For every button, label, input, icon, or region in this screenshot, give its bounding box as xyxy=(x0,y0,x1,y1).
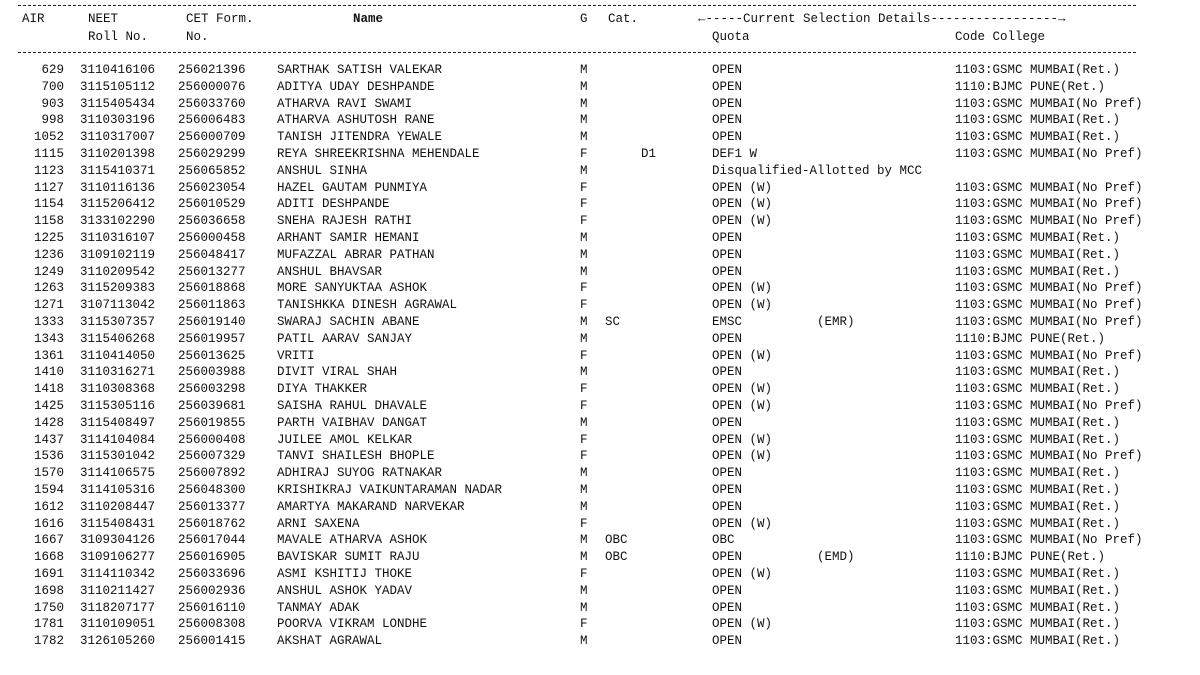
header-current-selection: ←-----Current Selection Details-----------------→ xyxy=(698,12,1066,26)
cell-name: SAISHA RAHUL DHAVALE xyxy=(277,399,428,413)
cell-air: 1271 xyxy=(33,298,64,313)
cell-name: TANVI SHAILESH BHOPLE xyxy=(277,449,435,464)
cell-cet-form-no: 256016110 xyxy=(178,600,246,615)
cell-name: BAVISKAR SUMIT RAJU xyxy=(277,550,420,565)
cell-name: JUILEE AMOL KELKAR xyxy=(277,432,413,447)
cell-gender: M xyxy=(580,163,588,178)
cell-cet-form-no: 256007892 xyxy=(178,466,246,481)
cell-quota: OPEN xyxy=(712,331,743,346)
cell-name: ARNI SAXENA xyxy=(277,516,360,531)
cell-cet-form-no: 256013377 xyxy=(178,499,246,514)
cell-gender: M xyxy=(580,79,588,94)
table-row xyxy=(0,112,1200,129)
table-row xyxy=(0,314,1200,331)
cell-name: POORVA VIKRAM LONDHE xyxy=(277,617,428,632)
cell-neet-roll-no: 3110316271 xyxy=(80,365,156,380)
table-row xyxy=(0,79,1200,96)
cell-name: TANISHKKA DINESH AGRAWAL xyxy=(277,298,458,313)
cell-code-college: 1103:GSMC MUMBAI(Ret.) xyxy=(955,634,1121,649)
header-name: Name xyxy=(353,12,384,26)
cell-neet-roll-no: 3110316107 xyxy=(80,231,156,245)
cell-air: 1333 xyxy=(33,315,64,329)
cell-cet-form-no: 256033760 xyxy=(178,96,246,111)
cell-code-college: 1103:GSMC MUMBAI(Ret.) xyxy=(955,382,1121,397)
cell-code-college: 1103:GSMC MUMBAI(No Pref) xyxy=(955,348,1143,363)
cell-quota: OPEN (W) xyxy=(712,382,773,397)
cell-neet-roll-no: 3110209542 xyxy=(80,264,156,279)
cell-code-college: 1103:GSMC MUMBAI(Ret.) xyxy=(955,365,1121,380)
cell-gender: M xyxy=(580,264,588,279)
cell-code-college: 1103:GSMC MUMBAI(Ret.) xyxy=(955,466,1121,481)
cell-quota: OPEN xyxy=(712,79,743,94)
cell-neet-roll-no: 3115410371 xyxy=(80,163,156,178)
cell-quota: OPEN xyxy=(712,600,743,615)
cell-air: 1418 xyxy=(33,382,64,397)
cell-gender: M xyxy=(580,231,588,245)
table-row xyxy=(0,398,1200,415)
cell-name: MUFAZZAL ABRAR PATHAN xyxy=(277,247,435,262)
cell-quota: OPEN xyxy=(712,550,743,565)
cell-code-college: 1103:GSMC MUMBAI(Ret.) xyxy=(955,113,1121,128)
cell-neet-roll-no: 3110109051 xyxy=(80,617,156,632)
cell-gender: M xyxy=(580,533,588,548)
cell-neet-roll-no: 3110201398 xyxy=(80,147,156,161)
cell-code-college: 1103:GSMC MUMBAI(Ret.) xyxy=(955,63,1121,77)
cell-cet-form-no: 256003298 xyxy=(178,382,246,397)
cell-neet-roll-no: 3115105112 xyxy=(80,79,156,94)
cell-name: MAVALE ATHARVA ASHOK xyxy=(277,533,428,548)
cell-name: AMARTYA MAKARAND NARVEKAR xyxy=(277,499,465,514)
table-row xyxy=(0,230,1200,247)
cell-air: 1781 xyxy=(33,617,64,632)
cell-air: 1410 xyxy=(33,365,64,380)
cell-code-college: 1103:GSMC MUMBAI(No Pref) xyxy=(955,298,1143,313)
cell-category: SC xyxy=(605,315,621,329)
cell-quota: OPEN xyxy=(712,113,743,128)
cell-quota: OPEN (W) xyxy=(712,180,773,195)
cell-code-college: 1103:GSMC MUMBAI(No Pref) xyxy=(955,180,1143,195)
cell-air: 1691 xyxy=(33,567,64,581)
cell-code-college: 1103:GSMC MUMBAI(No Pref) xyxy=(955,281,1143,296)
cell-sub-category: D1 xyxy=(641,147,657,161)
cell-gender: F xyxy=(580,399,588,413)
cell-air: 1361 xyxy=(33,348,64,363)
cell-name: SNEHA RAJESH RATHI xyxy=(277,214,413,229)
cell-cet-form-no: 256039681 xyxy=(178,399,246,413)
cell-code-college: 1103:GSMC MUMBAI(Ret.) xyxy=(955,483,1121,497)
table-row xyxy=(0,432,1200,449)
cell-air: 1127 xyxy=(33,180,64,195)
table-row xyxy=(0,465,1200,482)
cell-name: PARTH VAIBHAV DANGAT xyxy=(277,415,428,430)
cell-quota: OPEN xyxy=(712,466,743,481)
cell-name: DIYA THAKKER xyxy=(277,382,368,397)
cell-cet-form-no: 256065852 xyxy=(178,163,246,178)
cell-code-college: 1103:GSMC MUMBAI(Ret.) xyxy=(955,516,1121,531)
cell-name: PATIL AARAV SANJAY xyxy=(277,331,413,346)
cell-cet-form-no: 256002936 xyxy=(178,583,246,598)
header-neet: NEET xyxy=(88,12,119,26)
top-dashed-rule xyxy=(18,5,1136,6)
header-code-college: Code College xyxy=(955,30,1046,44)
cell-air: 1594 xyxy=(33,483,64,497)
cell-code-college: 1110:BJMC PUNE(Ret.) xyxy=(955,550,1106,565)
table-row xyxy=(0,163,1200,180)
cell-gender: M xyxy=(580,130,588,145)
table-row xyxy=(0,532,1200,549)
cell-quota: OPEN (W) xyxy=(712,567,773,581)
cell-name: DIVIT VIRAL SHAH xyxy=(277,365,398,380)
table-row xyxy=(0,549,1200,566)
cell-neet-roll-no: 3115206412 xyxy=(80,197,156,212)
header-quota: Quota xyxy=(712,30,750,44)
cell-name: ADHIRAJ SUYOG RATNAKAR xyxy=(277,466,443,481)
cell-name: ASMI KSHITIJ THOKE xyxy=(277,567,413,581)
header-roll-no: Roll No. xyxy=(88,30,149,44)
cell-quota: Disqualified-Allotted by MCC xyxy=(712,163,923,178)
table-row xyxy=(0,566,1200,583)
cell-cet-form-no: 256000076 xyxy=(178,79,246,94)
cell-neet-roll-no: 3107113042 xyxy=(80,298,156,313)
header-gender: G xyxy=(580,12,588,26)
cell-neet-roll-no: 3133102290 xyxy=(80,214,156,229)
cell-gender: F xyxy=(580,214,588,229)
cell-name: ANSHUL SINHA xyxy=(277,163,368,178)
cell-air: 1236 xyxy=(33,247,64,262)
table-row xyxy=(0,499,1200,516)
cell-neet-roll-no: 3115406268 xyxy=(80,331,156,346)
cell-gender: M xyxy=(580,415,588,430)
cell-quota: OPEN xyxy=(712,583,743,598)
cell-code-college: 1103:GSMC MUMBAI(Ret.) xyxy=(955,499,1121,514)
cell-quota: OPEN (W) xyxy=(712,197,773,212)
cell-code-college: 1103:GSMC MUMBAI(Ret.) xyxy=(955,231,1121,245)
cell-cet-form-no: 256007329 xyxy=(178,449,246,464)
table-row xyxy=(0,264,1200,281)
cell-air: 1437 xyxy=(33,432,64,447)
table-row xyxy=(0,448,1200,465)
cell-quota: OPEN xyxy=(712,63,743,77)
cell-neet-roll-no: 3110211427 xyxy=(80,583,156,598)
table-row xyxy=(0,213,1200,230)
cell-code-college: 1103:GSMC MUMBAI(Ret.) xyxy=(955,567,1121,581)
cell-cet-form-no: 256001415 xyxy=(178,634,246,649)
table-row xyxy=(0,280,1200,297)
table-row xyxy=(0,129,1200,146)
cell-cet-form-no: 256048417 xyxy=(178,247,246,262)
cell-gender: F xyxy=(580,617,588,632)
cell-air: 1249 xyxy=(33,264,64,279)
cell-air: 1123 xyxy=(33,163,64,178)
cell-gender: F xyxy=(580,147,588,161)
cell-cet-form-no: 256013277 xyxy=(178,264,246,279)
cell-air: 903 xyxy=(41,96,64,111)
cell-gender: F xyxy=(580,449,588,464)
table-row xyxy=(0,96,1200,113)
cell-gender: M xyxy=(580,247,588,262)
cell-code-college: 1103:GSMC MUMBAI(No Pref) xyxy=(955,214,1143,229)
cell-neet-roll-no: 3115408497 xyxy=(80,415,156,430)
cell-name: ATHARVA ASHUTOSH RANE xyxy=(277,113,435,128)
cell-gender: M xyxy=(580,583,588,598)
cell-quota: OPEN xyxy=(712,130,743,145)
cell-air: 629 xyxy=(41,63,64,77)
cell-gender: M xyxy=(580,600,588,615)
cell-cet-form-no: 256048300 xyxy=(178,483,246,497)
cell-gender: M xyxy=(580,96,588,111)
cell-gender: F xyxy=(580,432,588,447)
cell-air: 1570 xyxy=(33,466,64,481)
cell-code-college: 1103:GSMC MUMBAI(No Pref) xyxy=(955,449,1143,464)
cell-cet-form-no: 256019855 xyxy=(178,415,246,430)
table-row xyxy=(0,62,1200,79)
cell-code-college: 1103:GSMC MUMBAI(Ret.) xyxy=(955,432,1121,447)
cell-cet-form-no: 256029299 xyxy=(178,147,246,161)
cell-cet-form-no: 256018762 xyxy=(178,516,246,531)
cell-name: KRISHIKRAJ VAIKUNTARAMAN NADAR xyxy=(277,483,503,497)
cell-neet-roll-no: 3109304126 xyxy=(80,533,156,548)
cell-cet-form-no: 256016905 xyxy=(178,550,246,565)
cell-name: ANSHUL ASHOK YADAV xyxy=(277,583,413,598)
cell-cet-form-no: 256000458 xyxy=(178,231,246,245)
header-dashed-rule xyxy=(18,52,1136,53)
cell-air: 1158 xyxy=(33,214,64,229)
header-cet-form: CET Form. xyxy=(186,12,254,26)
table-row xyxy=(0,381,1200,398)
cell-category: OBC xyxy=(605,550,628,565)
cell-gender: M xyxy=(580,499,588,514)
cell-name: ADITI DESHPANDE xyxy=(277,197,390,212)
cell-neet-roll-no: 3109106277 xyxy=(80,550,156,565)
cell-code-college: 1103:GSMC MUMBAI(No Pref) xyxy=(955,96,1143,111)
cell-cet-form-no: 256000709 xyxy=(178,130,246,145)
cell-air: 1782 xyxy=(33,634,64,649)
cell-air: 1154 xyxy=(33,197,64,212)
cell-name: TANISH JITENDRA YEWALE xyxy=(277,130,443,145)
cell-quota: OPEN (W) xyxy=(712,298,773,313)
cell-code-college: 1103:GSMC MUMBAI(No Pref) xyxy=(955,533,1143,548)
cell-cet-form-no: 256011863 xyxy=(178,298,246,313)
cell-gender: F xyxy=(580,382,588,397)
cell-neet-roll-no: 3110303196 xyxy=(80,113,156,128)
cell-cet-form-no: 256006483 xyxy=(178,113,246,128)
cell-code-college: 1103:GSMC MUMBAI(Ret.) xyxy=(955,583,1121,598)
cell-quota: OPEN (W) xyxy=(712,348,773,363)
cell-air: 1750 xyxy=(33,600,64,615)
cell-quota: DEF1 W xyxy=(712,147,758,161)
cell-air: 1612 xyxy=(33,499,64,514)
cell-gender: M xyxy=(580,113,588,128)
table-row xyxy=(0,482,1200,499)
cell-neet-roll-no: 3110414050 xyxy=(80,348,156,363)
cell-cet-form-no: 256033696 xyxy=(178,567,246,581)
cell-code-college: 1103:GSMC MUMBAI(Ret.) xyxy=(955,600,1121,615)
cell-neet-roll-no: 3114104084 xyxy=(80,432,156,447)
cell-neet-roll-no: 3115209383 xyxy=(80,281,156,296)
cell-gender: M xyxy=(580,365,588,380)
table-row xyxy=(0,415,1200,432)
cell-quota: OPEN (W) xyxy=(712,432,773,447)
table-row xyxy=(0,516,1200,533)
cell-gender: F xyxy=(580,567,588,581)
cell-cet-form-no: 256021396 xyxy=(178,63,246,77)
cell-neet-roll-no: 3115305116 xyxy=(80,399,156,413)
header-air: AIR xyxy=(22,12,45,26)
cell-air: 1698 xyxy=(33,583,64,598)
cell-quota: OPEN xyxy=(712,634,743,649)
cell-quota: OPEN (W) xyxy=(712,516,773,531)
header-cet-no: No. xyxy=(186,30,209,44)
cell-name: ATHARVA RAVI SWAMI xyxy=(277,96,413,111)
cell-cet-form-no: 256003988 xyxy=(178,365,246,380)
cell-quota: OPEN xyxy=(712,231,743,245)
cell-air: 998 xyxy=(41,113,64,128)
cell-cet-form-no: 256000408 xyxy=(178,432,246,447)
cell-name: VRITI xyxy=(277,348,315,363)
cell-gender: F xyxy=(580,180,588,195)
cell-air: 700 xyxy=(41,79,64,94)
cell-neet-roll-no: 3110116136 xyxy=(80,180,156,195)
cell-air: 1425 xyxy=(33,399,64,413)
cell-gender: M xyxy=(580,550,588,565)
cell-name: REYA SHREEKRISHNA MEHENDALE xyxy=(277,147,480,161)
cell-air: 1343 xyxy=(33,331,64,346)
cell-quota: OPEN xyxy=(712,483,743,497)
cell-quota: OBC xyxy=(712,533,735,548)
cell-name: SWARAJ SACHIN ABANE xyxy=(277,315,420,329)
cell-air: 1536 xyxy=(33,449,64,464)
cell-quota: OPEN (W) xyxy=(712,214,773,229)
cell-quota: OPEN (W) xyxy=(712,617,773,632)
table-row xyxy=(0,616,1200,633)
cell-quota: OPEN xyxy=(712,247,743,262)
cell-code-college: 1103:GSMC MUMBAI(No Pref) xyxy=(955,197,1143,212)
cell-air: 1263 xyxy=(33,281,64,296)
cell-gender: M xyxy=(580,483,588,497)
cell-cet-form-no: 256018868 xyxy=(178,281,246,296)
cell-cet-form-no: 256019140 xyxy=(178,315,246,329)
cell-code-college: 1103:GSMC MUMBAI(No Pref) xyxy=(955,147,1143,161)
cell-code-college: 1110:BJMC PUNE(Ret.) xyxy=(955,79,1106,94)
cell-neet-roll-no: 3114105316 xyxy=(80,483,156,497)
cell-cet-form-no: 256019957 xyxy=(178,331,246,346)
cell-cet-form-no: 256010529 xyxy=(178,197,246,212)
cell-air: 1428 xyxy=(33,415,64,430)
cell-neet-roll-no: 3118207177 xyxy=(80,600,156,615)
table-row xyxy=(0,348,1200,365)
cell-code-college: 1103:GSMC MUMBAI(Ret.) xyxy=(955,415,1121,430)
cell-quota: OPEN xyxy=(712,96,743,111)
cell-code-college: 1103:GSMC MUMBAI(Ret.) xyxy=(955,247,1121,262)
cell-category: OBC xyxy=(605,533,628,548)
cell-code-college: 1103:GSMC MUMBAI(No Pref) xyxy=(955,399,1143,413)
table-row xyxy=(0,600,1200,617)
header-category: Cat. xyxy=(608,12,639,26)
cell-gender: F xyxy=(580,197,588,212)
cell-neet-roll-no: 3109102119 xyxy=(80,247,156,262)
cell-gender: F xyxy=(580,348,588,363)
table-row xyxy=(0,247,1200,264)
cell-neet-roll-no: 3110208447 xyxy=(80,499,156,514)
cell-code-college: 1103:GSMC MUMBAI(Ret.) xyxy=(955,130,1121,145)
table-row xyxy=(0,331,1200,348)
cell-cet-form-no: 256013625 xyxy=(178,348,246,363)
cell-gender: M xyxy=(580,466,588,481)
cell-gender: F xyxy=(580,281,588,296)
cell-air: 1225 xyxy=(33,231,64,245)
cell-neet-roll-no: 3115408431 xyxy=(80,516,156,531)
cell-air: 1115 xyxy=(33,147,64,161)
cell-name: ADITYA UDAY DESHPANDE xyxy=(277,79,435,94)
table-row xyxy=(0,364,1200,381)
cell-gender: M xyxy=(580,331,588,346)
cell-neet-roll-no: 3126105260 xyxy=(80,634,156,649)
table-row xyxy=(0,180,1200,197)
table-row xyxy=(0,196,1200,213)
cell-name: AKSHAT AGRAWAL xyxy=(277,634,383,649)
table-row xyxy=(0,583,1200,600)
cell-neet-roll-no: 3114106575 xyxy=(80,466,156,481)
cell-neet-roll-no: 3110317007 xyxy=(80,130,156,145)
cell-gender: M xyxy=(580,634,588,649)
cell-air: 1052 xyxy=(33,130,64,145)
cell-name: ANSHUL BHAVSAR xyxy=(277,264,383,279)
cell-quota: OPEN (W) xyxy=(712,399,773,413)
cell-air: 1668 xyxy=(33,550,64,565)
cell-gender: M xyxy=(580,63,588,77)
cell-quota: OPEN (W) xyxy=(712,449,773,464)
cell-quota: OPEN (W) xyxy=(712,281,773,296)
cell-name: HAZEL GAUTAM PUNMIYA xyxy=(277,180,428,195)
cell-code-college: 1110:BJMC PUNE(Ret.) xyxy=(955,331,1106,346)
cell-name: SARTHAK SATISH VALEKAR xyxy=(277,63,443,77)
cell-neet-roll-no: 3110308368 xyxy=(80,382,156,397)
cell-quota-tag: (EMD) xyxy=(817,550,855,565)
cell-air: 1616 xyxy=(33,516,64,531)
cell-cet-form-no: 256008308 xyxy=(178,617,246,632)
cell-code-college: 1103:GSMC MUMBAI(No Pref) xyxy=(955,315,1143,329)
cell-code-college: 1103:GSMC MUMBAI(Ret.) xyxy=(955,264,1121,279)
cell-neet-roll-no: 3115405434 xyxy=(80,96,156,111)
cell-gender: F xyxy=(580,298,588,313)
table-row xyxy=(0,146,1200,163)
cell-quota: OPEN xyxy=(712,264,743,279)
cell-quota: EMSC xyxy=(712,315,743,329)
table-row xyxy=(0,633,1200,650)
cell-name: ARHANT SAMIR HEMANI xyxy=(277,231,420,245)
cell-quota: OPEN xyxy=(712,499,743,514)
cell-quota-tag: (EMR) xyxy=(817,315,855,329)
cell-cet-form-no: 256023054 xyxy=(178,180,246,195)
cell-neet-roll-no: 3115301042 xyxy=(80,449,156,464)
cell-quota: OPEN xyxy=(712,365,743,380)
cell-name: TANMAY ADAK xyxy=(277,600,360,615)
cell-quota: OPEN xyxy=(712,415,743,430)
cell-cet-form-no: 256036658 xyxy=(178,214,246,229)
cell-gender: M xyxy=(580,315,588,329)
cell-neet-roll-no: 3110416106 xyxy=(80,63,156,77)
cell-air: 1667 xyxy=(33,533,64,548)
cell-neet-roll-no: 3114110342 xyxy=(80,567,156,581)
cell-neet-roll-no: 3115307357 xyxy=(80,315,156,329)
cell-cet-form-no: 256017044 xyxy=(178,533,246,548)
cell-name: MORE SANYUKTAA ASHOK xyxy=(277,281,428,296)
table-row xyxy=(0,297,1200,314)
cell-gender: F xyxy=(580,516,588,531)
cell-code-college: 1103:GSMC MUMBAI(Ret.) xyxy=(955,617,1121,632)
